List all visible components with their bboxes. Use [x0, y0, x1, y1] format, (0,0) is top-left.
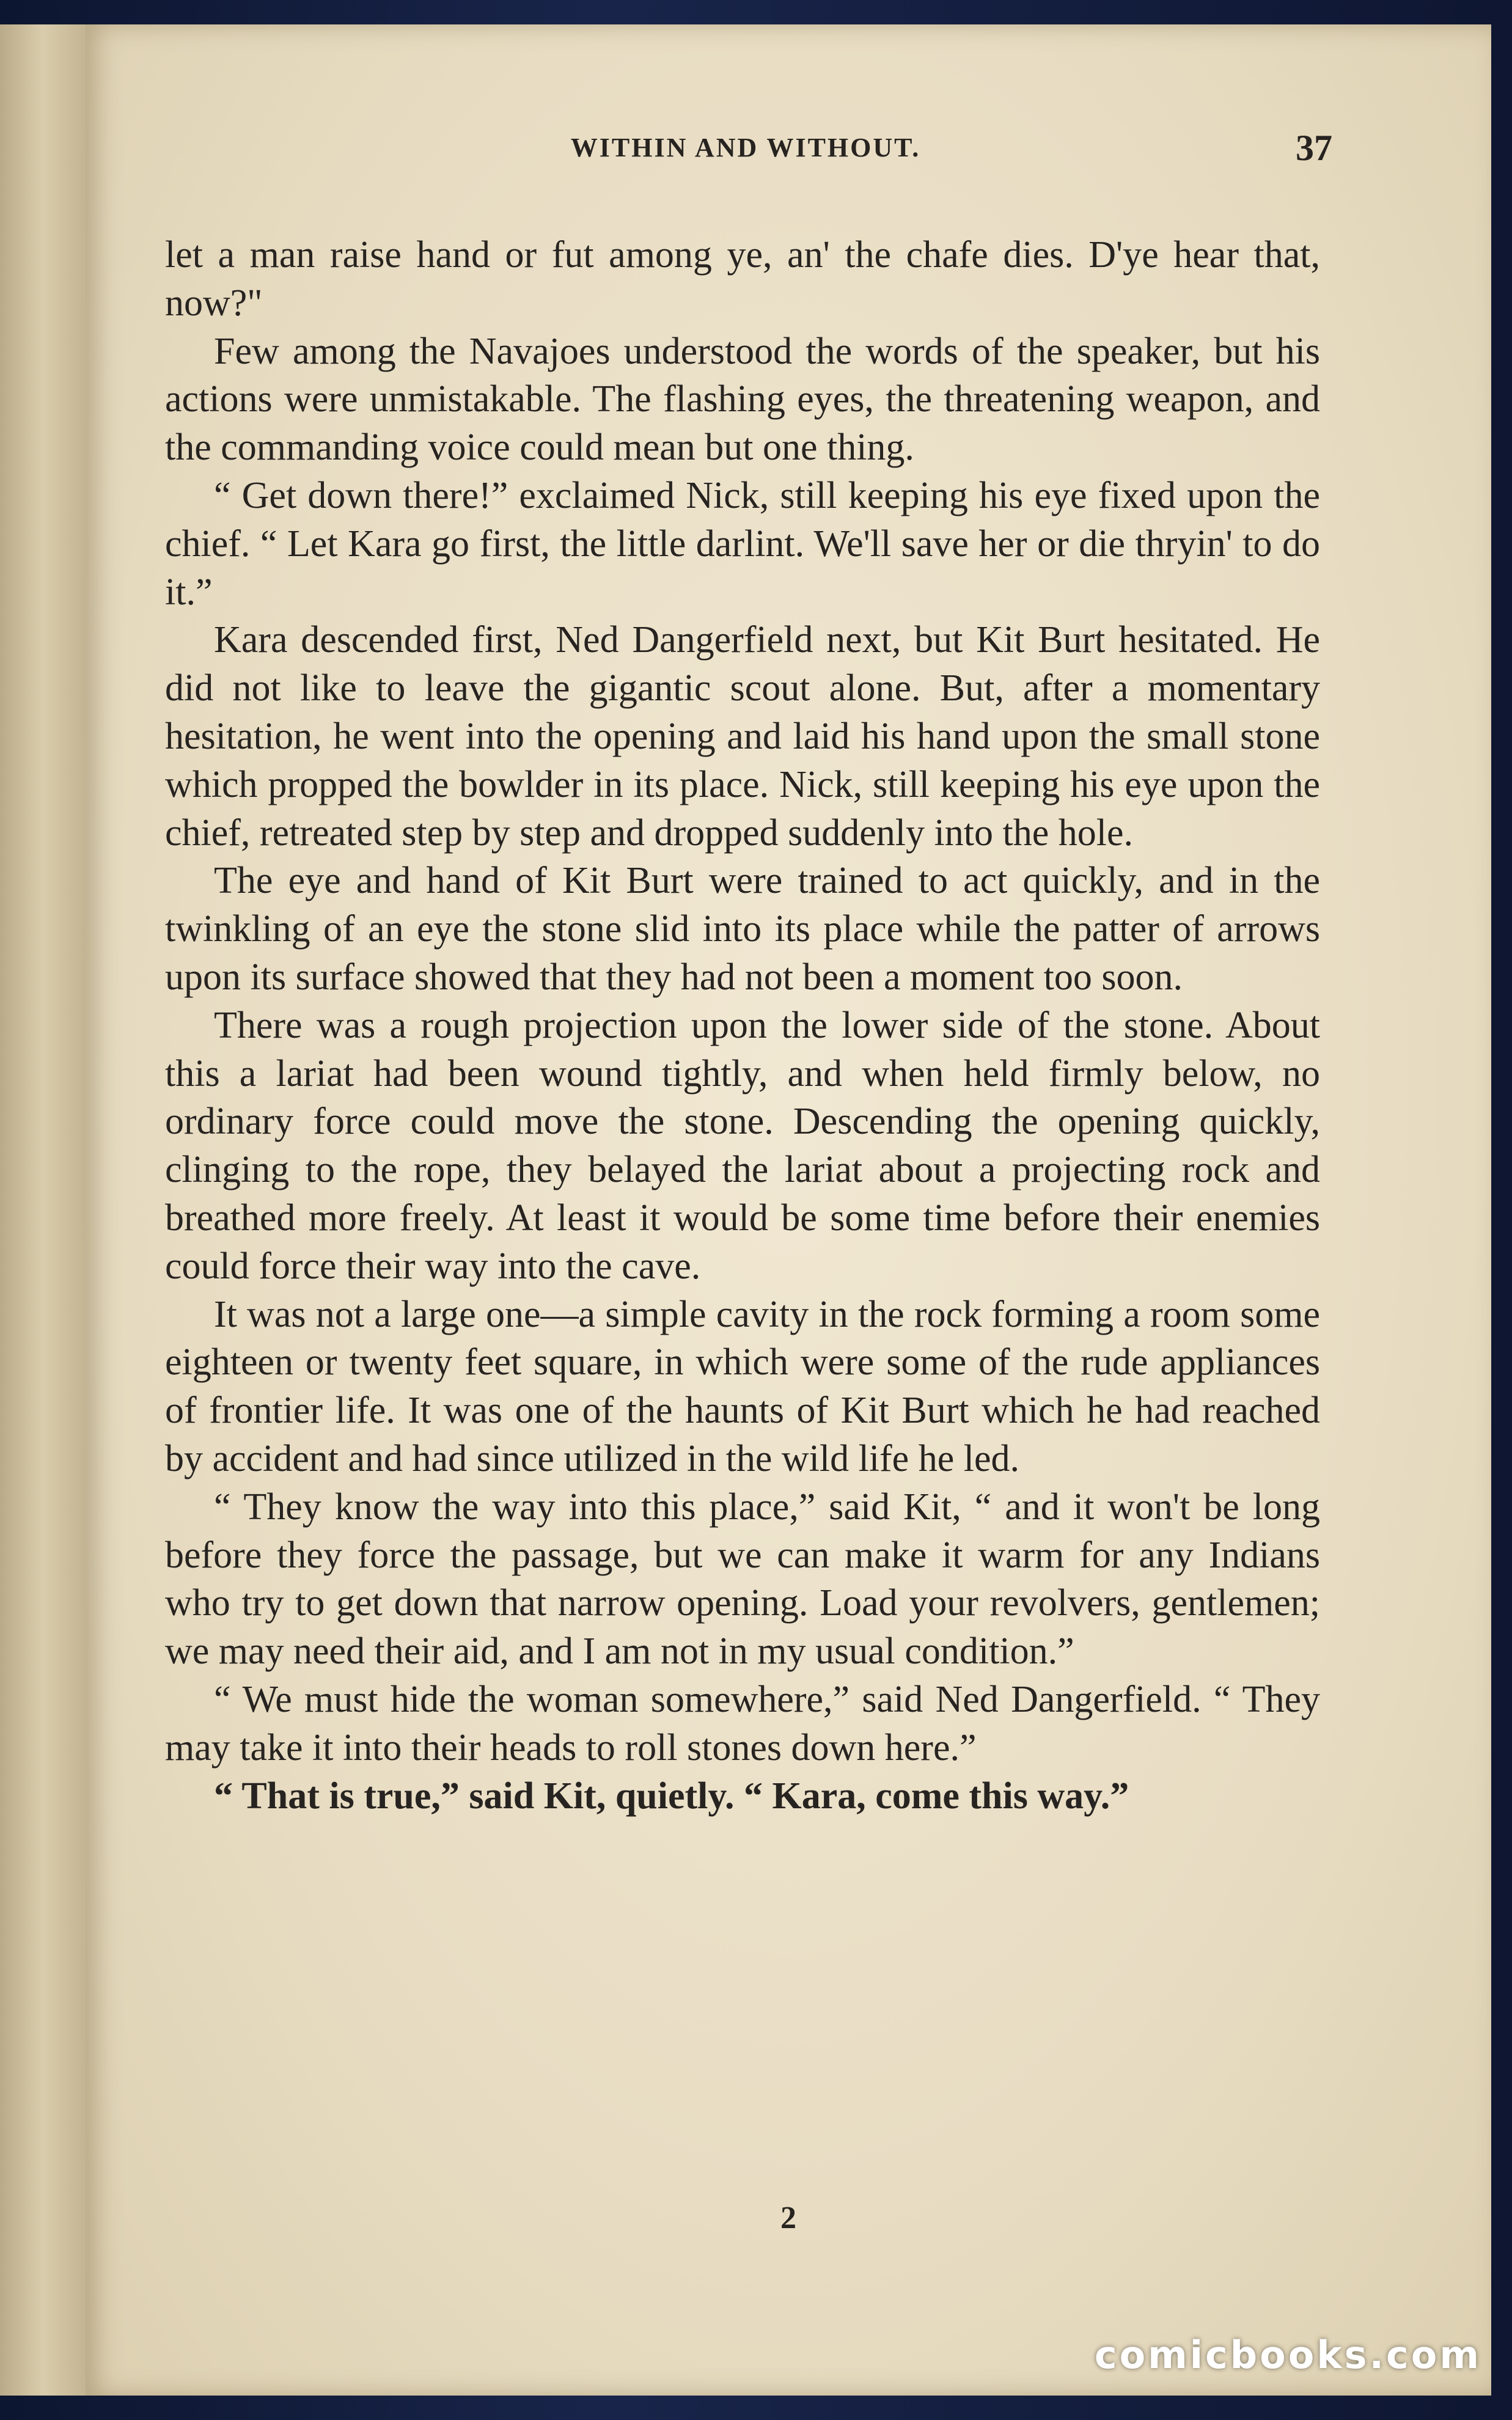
watermark: comicbooks.com — [1094, 2333, 1481, 2377]
paragraph: Kara descended first, Ned Dangerfield next, but Kit Burt hesitated. He did not like to leave the gigantic scout alone. But, after a momentary hesitation, he went into the opening and laid his hand upon the small stone which propped the bowlder in its place. Nick, still keeping his eye upon the chief, retreated step by step and dropped suddenly into the hole. — [165, 619, 1320, 854]
paragraph: “ Get down there!” exclaimed Nick, still keeping his eye fixed upon the chief. “ Let Kara go first, the little darlint. We'll save her or die thryin' to do it.” — [165, 474, 1320, 613]
paragraph: Few among the Navajoes understood the words of the speaker, but his actions were unmistakable. The flashing eyes, the threatening weapon, and the commanding voice could mean but one thing. — [165, 330, 1320, 469]
paragraph: “ That is true,” said Kit, quietly. “ Kara, come this way.” — [214, 1775, 1129, 1817]
paragraph: There was a rough projection upon the lower side of the stone. About this a lariat had been wound tightly, and when held firmly below, no ordinary force could move the stone. Descending the opening quickly, clinging to the rope, they belayed the lariat about a projecting rock and breathed more freely. At least it would be some time before their enemies could force their way into the cave. — [165, 1004, 1320, 1287]
page-number: 37 — [1296, 128, 1332, 168]
paragraph: “ They know the way into this place,” said Kit, “ and it won't be long before they force the passage, but we can make it warm for any Indians who try to get down that narrow opening. Load your revolvers, gentlemen; we may need their aid, and I am not in my usual condition.” — [165, 1486, 1320, 1673]
paragraph: The eye and hand of Kit Burt were trained to act quickly, and in the twinkling of an eye the stone slid into its place while the patter of arrows upon its surface showed that they had not been a moment too soon. — [165, 860, 1320, 998]
page-header — [165, 128, 1332, 181]
running-head: WITHIN AND WITHOUT. — [570, 133, 921, 163]
signature-mark: 2 — [780, 2201, 796, 2235]
body-text — [165, 231, 1320, 1820]
paragraph: It was not a large one—a simple cavity in the rock forming a room some eighteen or twenty feet square, in which were some of the rude appliances of frontier life. It was one of the haunts of Kit Burt which he had reached by accident and had since utilized in the wild life he led. — [165, 1293, 1320, 1480]
book-spine-edge — [0, 24, 89, 2396]
book-page — [86, 24, 1491, 2396]
paragraph: “ We must hide the woman somewhere,” said Ned Dangerfield. “ They may take it into their heads to roll stones down here.” — [165, 1678, 1320, 1769]
paragraph: let a man raise hand or fut among ye, an' the chafe dies. D'ye hear that, now?" — [165, 234, 1320, 324]
